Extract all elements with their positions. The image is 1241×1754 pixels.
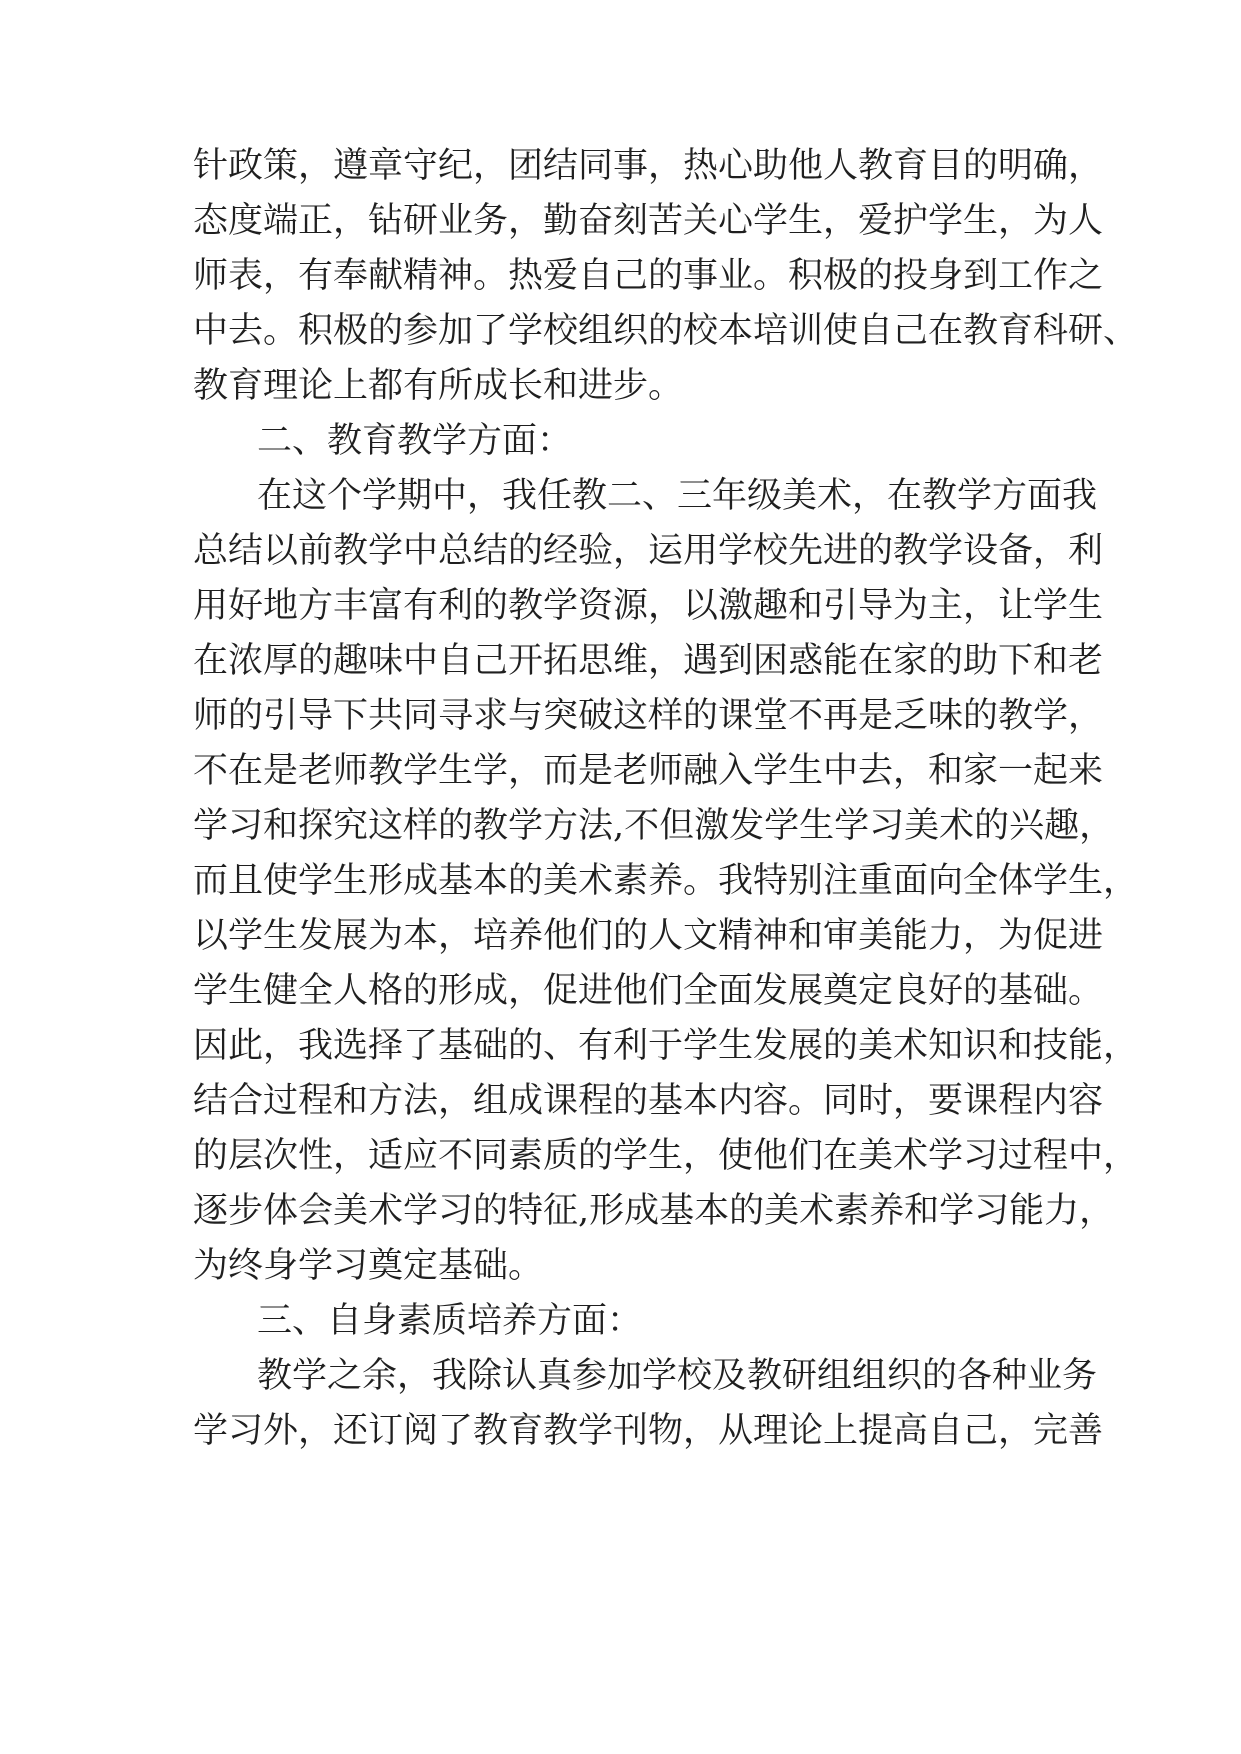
paragraph-line: 教学之余，我除认真参加学校及教研组组织的各种业务 <box>257 1356 1098 1396</box>
paragraph-line: 在这个学期中，我任教二、三年级美术，在教学方面我 <box>257 476 1098 516</box>
paragraph-line: 中去。积极的参加了学校组织的校本培训使自己在教育科研、 <box>193 311 1139 351</box>
paragraph-line: 师表，有奉献精神。热爱自己的事业。积极的投身到工作之 <box>193 256 1104 296</box>
paragraph-line: 学习外，还订阅了教育教学刊物，从理论上提高自己，完善 <box>193 1411 1104 1451</box>
paragraph-line: 不在是老师教学生学，而是老师融入学生中去，和家一起来 <box>193 751 1104 791</box>
section-heading-teaching: 二、教育教学方面： <box>257 421 573 461</box>
paragraph-line: 师的引导下共同寻求与突破这样的课堂不再是乏味的教学， <box>193 696 1104 736</box>
paragraph-line: 结合过程和方法，组成课程的基本内容。同时，要课程内容 <box>193 1081 1104 1121</box>
paragraph-line: 总结以前教学中总结的经验，运用学校先进的教学设备，利 <box>193 531 1104 571</box>
paragraph-line: 用好地方丰富有利的教学资源，以激趣和引导为主，让学生 <box>193 586 1104 626</box>
paragraph-line: 而且使学生形成基本的美术素养。我特别注重面向全体学生， <box>193 861 1139 901</box>
paragraph-line: 学习和探究这样的教学方法,不但激发学生学习美术的兴趣， <box>193 806 1115 846</box>
paragraph-line: 教育理论上都有所成长和进步。 <box>193 366 684 406</box>
section-heading-self-cultivation: 三、自身素质培养方面： <box>257 1301 643 1341</box>
paragraph-line: 学生健全人格的形成，促进他们全面发展奠定良好的基础。 <box>193 971 1104 1011</box>
paragraph-line: 为终身学习奠定基础。 <box>193 1246 544 1286</box>
paragraph-line: 逐步体会美术学习的特征,形成基本的美术素养和学习能力， <box>193 1191 1115 1231</box>
paragraph-line: 针政策，遵章守纪，团结同事，热心助他人教育目的明确， <box>193 146 1104 186</box>
paragraph-line: 因此，我选择了基础的、有利于学生发展的美术知识和技能， <box>193 1026 1139 1066</box>
paragraph-line: 在浓厚的趣味中自己开拓思维，遇到困惑能在家的助下和老 <box>193 641 1104 681</box>
paragraph-line: 的层次性，适应不同素质的学生，使他们在美术学习过程中， <box>193 1136 1139 1176</box>
paragraph-line: 以学生发展为本，培养他们的人文精神和审美能力，为促进 <box>193 916 1104 956</box>
paragraph-line: 态度端正，钻研业务，勤奋刻苦关心学生，爱护学生，为人 <box>193 201 1104 241</box>
